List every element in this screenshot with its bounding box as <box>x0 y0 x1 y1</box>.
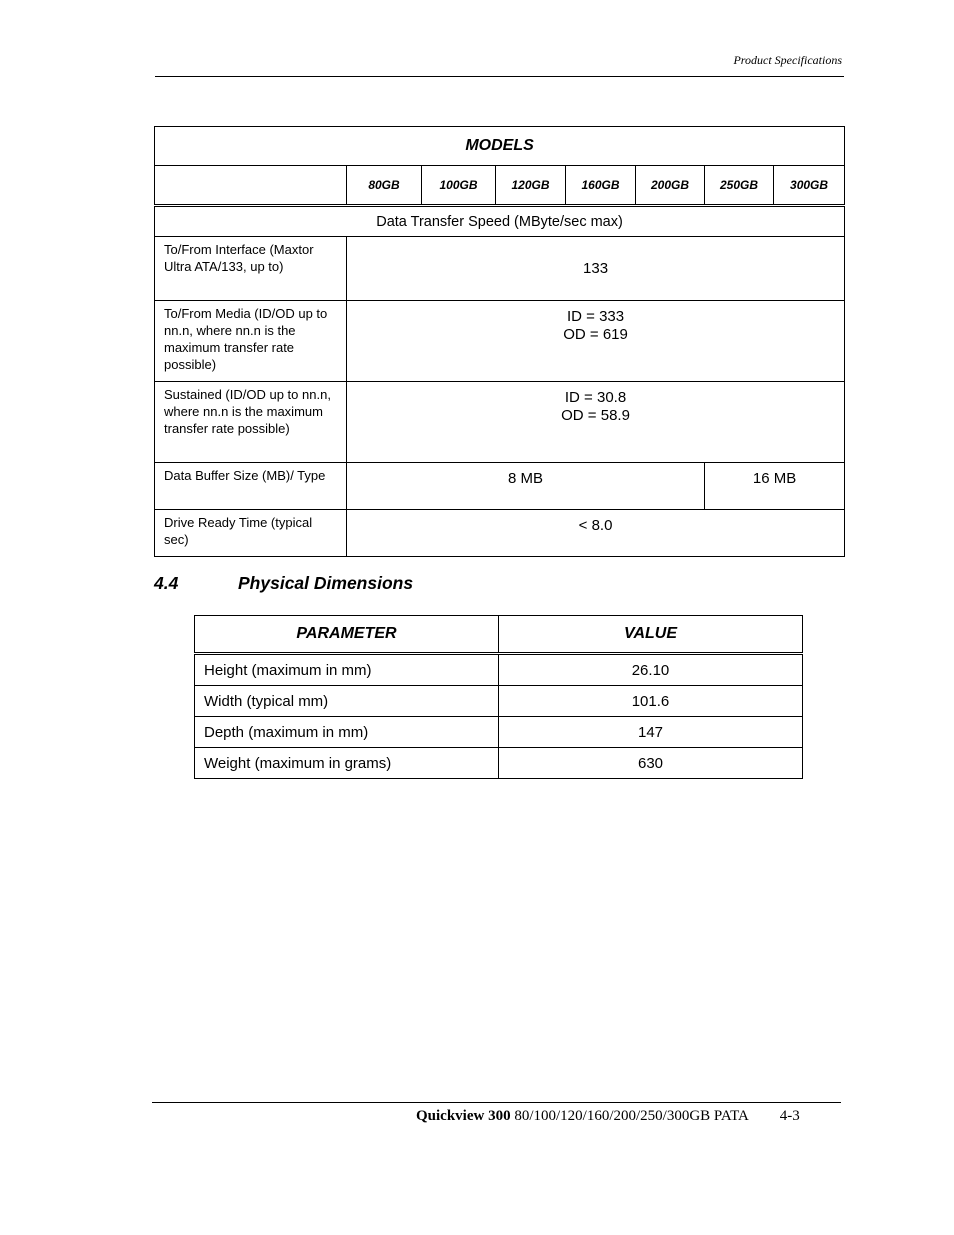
section-heading <box>154 573 413 594</box>
model-300gb: 300GB <box>774 166 845 206</box>
footer-product-models: 80/100/120/160/200/250/300GB PATA <box>514 1108 749 1124</box>
dims-row-height-parameter: Height (maximum in mm) <box>195 654 499 686</box>
physical-dimensions-table <box>194 615 803 779</box>
model-120gb: 120GB <box>496 166 566 206</box>
row-label-sustained: Sustained (ID/OD up to nn.n, where nn.n is the maximum transfer rate possible) <box>155 382 347 463</box>
row-value-media <box>347 301 845 382</box>
model-160gb: 160GB <box>566 166 636 206</box>
model-250gb: 250GB <box>705 166 774 206</box>
footer-product-name: Quickview 300 <box>416 1108 511 1124</box>
footer-page-number: 4-3 <box>779 1108 800 1124</box>
section-row-data-transfer-speed: Data Transfer Speed (MByte/sec max) <box>155 206 845 237</box>
model-200gb: 200GB <box>636 166 705 206</box>
dims-header-parameter: PARAMETER <box>195 616 499 654</box>
sustained-od-value: OD = 58.9 <box>561 407 630 424</box>
row-label-ready-time: Drive Ready Time (typical sec) <box>155 510 347 557</box>
row-value-buffer-16mb: 16 MB <box>705 463 845 510</box>
model-100gb: 100GB <box>422 166 496 206</box>
row-label-interface: To/From Interface (Maxtor Ultra ATA/133, up to) <box>155 237 347 301</box>
running-header-title: Product Specifications <box>733 53 842 67</box>
models-header: MODELS <box>155 127 845 166</box>
row-value-ready-time: < 8.0 <box>347 510 845 557</box>
media-id-value: ID = 333 <box>566 308 625 325</box>
model-80gb: 80GB <box>347 166 422 206</box>
footer-rule <box>152 1102 841 1103</box>
dims-row-height-value: 26.10 <box>499 654 803 686</box>
section-number: 4.4 <box>154 573 179 593</box>
dims-row-depth-parameter: Depth (maximum in mm) <box>195 717 499 748</box>
dims-row-width-parameter: Width (typical mm) <box>195 686 499 717</box>
models-corner-cell <box>155 166 347 206</box>
row-label-media: To/From Media (ID/OD up to nn.n, where nn.n is the maximum transfer rate possible) <box>155 301 347 382</box>
row-value-interface: 133 <box>347 237 845 301</box>
dims-row-width-value: 101.6 <box>499 686 803 717</box>
page-footer <box>416 1108 800 1125</box>
dims-row-depth-value: 147 <box>499 717 803 748</box>
dims-header-value: VALUE <box>499 616 803 654</box>
section-title-text: Physical Dimensions <box>238 573 414 593</box>
row-label-buffer: Data Buffer Size (MB)/ Type <box>155 463 347 510</box>
row-value-buffer-8mb: 8 MB <box>347 463 705 510</box>
specifications-table <box>154 126 845 557</box>
dims-row-weight-parameter: Weight (maximum in grams) <box>195 748 499 779</box>
media-od-value: OD = 619 <box>563 326 628 343</box>
row-value-sustained <box>347 382 845 463</box>
header-rule <box>155 76 844 77</box>
sustained-id-value: ID = 30.8 <box>564 389 627 406</box>
dims-row-weight-value: 630 <box>499 748 803 779</box>
